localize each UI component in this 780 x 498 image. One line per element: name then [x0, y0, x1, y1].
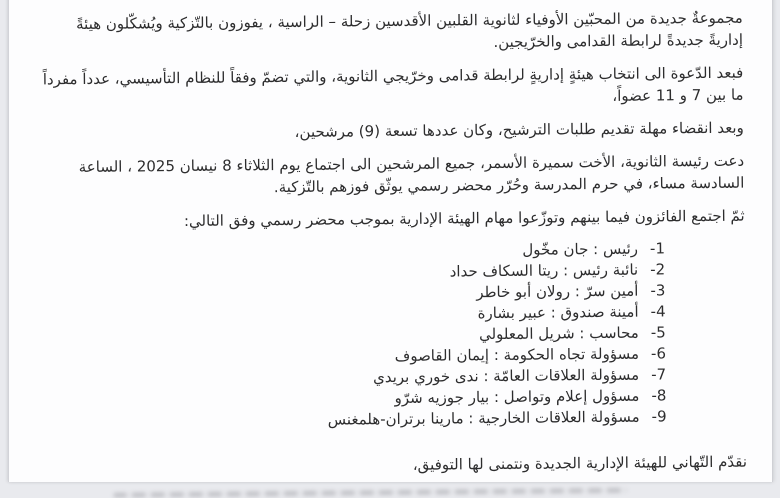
list-item-text: مسؤولة العلاقات العامّة : ندى خوري بريدي [372, 365, 640, 387]
list-item-text: أمين سرّ : رولان أبو خاطر [476, 281, 639, 302]
paragraph-intro: مجموعةٌ جديدة من المحبّين الأوفياء لثانوية القلبين الأقدسين زحلة – الراسية ، يفوزون بالتّزكية ويُشكّلون هيئةً إداريةً جديدةً لرابطة القدامى والخرّيجين. [76, 8, 744, 52]
list-item-number: 7- [651, 365, 667, 384]
paragraph-election-call: فبعد الدّعوة الى انتخاب هيئةٍ إداريةٍ لرابطة قدامى وخرّيجي الثانوية، والتي تضمّ وفقاً للنظام التأسيسي، عدداً مفرداً ما بين 7 و 11 عضواً، [42, 63, 744, 105]
list-item-text: أمينة صندوق : عبير بشارة [477, 302, 639, 323]
list-item-text: مسؤول إعلام وتواصل : بيار جوزيه شرّو [394, 386, 640, 407]
paragraph-meeting: دعت رئيسة الثانوية، الأخت سميرة الأسمر، جميع المرشحين الى اجتماع يوم الثلاثاء 8 نيسان 2025 ، الساعة السادسة مساء، في حرم المدرسة وحُرّر محضر رسمي يوثّق فوزهم بالتّزكية. [78, 151, 745, 197]
paragraph-roles-intro: ثمّ اجتمع الفائزون فيما بينهم وتوزّعوا مهام الهيئة الإدارية بموجب محضر رسمي وفق التالي: [183, 206, 745, 231]
list-item-text: رئيس : جان مخّول [522, 239, 639, 259]
document-page [8, 0, 773, 482]
list-item-number: 3- [650, 281, 666, 300]
list-item-number: 8- [651, 386, 667, 405]
document-content [39, 7, 748, 498]
list-item-number: 9- [651, 407, 667, 426]
list-item-text: مسؤولة العلاقات الخارجية : مارينا برتران-هلمغنس [327, 407, 640, 429]
roles-list [41, 238, 747, 434]
list-item-number: 1- [649, 239, 666, 258]
cutoff-text-blur [113, 488, 627, 498]
paragraph-congratulations: نقدّم التّهاني للهيئة الإدارية الجديدة ونتمنى لها التوفيق، [412, 452, 748, 474]
list-item-number: 2- [650, 260, 666, 279]
list-item-number: 6- [650, 344, 667, 363]
list-item-number: 4- [650, 302, 666, 321]
list-item-text: مسؤولة تجاه الحكومة : إيمان القاصوف [394, 344, 640, 365]
list-item-text: نائبة رئيس : ريتا السكاف حداد [449, 260, 639, 281]
list-item-number: 5- [650, 323, 666, 342]
paragraph-candidacy-deadline: وبعد انقضاء مهلة تقديم طلبات الترشيح، وكان عددها تسعة (9) مرشحين، [294, 118, 744, 141]
list-item-text: محاسب : شريل المعلولي [478, 323, 639, 344]
